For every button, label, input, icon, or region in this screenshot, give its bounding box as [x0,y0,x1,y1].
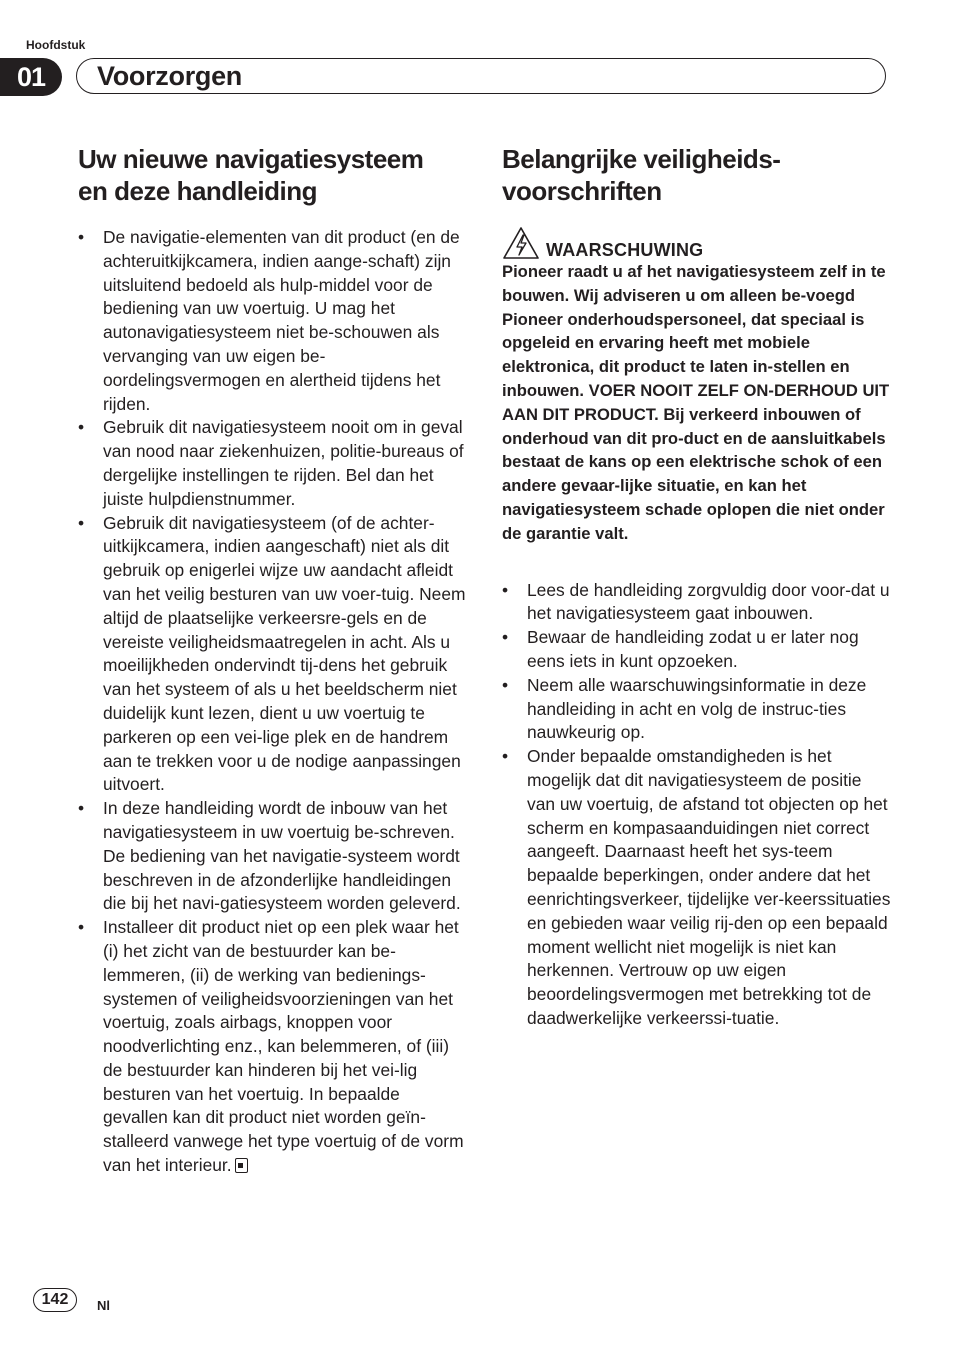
list-item [78,226,468,416]
list-item [78,416,468,511]
bullet-dot: • [78,798,85,819]
list-item [78,916,468,1178]
page-number-badge: 142 [33,1288,77,1312]
list-item [78,797,468,916]
list-item-text: Bewaar de handleiding zodat u er later nog eens iets in kunt opzoeken. [527,627,859,671]
end-of-section-icon [235,1158,248,1173]
list-item [502,745,894,1031]
list-item-text: Neem alle waarschuwingsinformatie in deze handleiding in acht en volg de instruc-ties nauwkeurig op. [527,674,867,743]
chapter-title: Voorzorgen [97,60,242,91]
left-bullet-list [78,226,468,1178]
left-section-heading [78,143,468,207]
right-heading-line-1: Belangrijke veiligheids- [502,144,781,174]
warning-text: Pioneer raadt u af het navigatiesysteem zelf in te bouwen. Wij adviseren u om alleen be-voegd Pioneer onderhoudspersoneel, dat speciaal is opgeleid en ervaring heeft met mobiele elektronica, dit product te laten in-stellen en inbouwen. VOER NOOIT ZELF ON-DERHOUD UIT AAN DIT PRODUCT. Bij verkeerd inbouwen of onderhoud van dit pro-duct en de aansluitkabels bestaat de kans op een elektrische schok of een andere gevaar-lijke situatie, en kan het navigatiesysteem schade oplopen die niet onder de garantie valt. [502,262,890,543]
chapter-title-bar [76,58,886,94]
left-column [78,143,468,1178]
bullet-dot: • [78,417,85,438]
right-column [502,143,894,1031]
list-item [78,512,468,798]
bullet-dot: • [78,227,85,247]
bullet-dot: • [78,512,85,533]
bullet-dot: • [502,627,509,648]
list-item [502,674,894,745]
list-item-text: Lees de handleiding zorgvuldig door voor-dat u het navigatiesysteem gaat inbouwen. [527,579,890,624]
left-heading-line-2: en deze handleiding [78,176,317,206]
list-item [502,579,894,627]
bullet-dot: • [502,674,509,695]
left-heading-line-1: Uw nieuwe navigatiesysteem [78,144,424,174]
right-section-heading [502,143,894,207]
list-item-text: Gebruik dit navigatiesysteem nooit om in geval van nood naar ziekenhuizen, politie-bureaus of dergelijke instellingen te rijden. Bel dan het juiste hulpdienstnummer. [103,417,464,509]
right-heading-line-2: voorschriften [502,176,662,206]
warning-title: WAARSCHUWING [546,240,704,260]
language-code: Nl [97,1298,110,1313]
list-item-text: Installeer dit product niet op een plek waar het (i) het zicht van de bestuurder kan be-lemmeren, (ii) de werking van bedienings-systemen of veiligheidsvoorzieningen van het voertuig, zoals airbags, knoppen voor noodverlichting enz., kan belemmeren, of (iii) de bestuurder kan hinderen bij het vei-lig besturen van het voertuig. In bepaalde gevallen kan dit product niet worden geïn-stalleerd vanwege het type voertuig of de vorm van het interieur. [103,917,464,1176]
list-item-text: De navigatie-elementen van dit product (en de achteruitkijkcamera, indien aange-schaft) zijn uitsluitend bedoeld als hulp-middel voor de bediening van uw voertuig. U mag het autonavigatiesysteem niet be-schouwen als vervanging van uw eigen be-oordelingsvermogen en alertheid tijdens het rijden. [103,227,460,414]
list-item-text: Onder bepaalde omstandigheden is het mogelijk dat dit navigatiesysteem de positie van uw voertuig, de afstand tot objecten op het scherm en kompasaanduidingen niet correct aangeeft. Daarnaast heeft het sys-teem bepaalde beperkingen, onder andere dat het eenrichtingsverkeer, tijdelijke ver-keerssituaties en gebieden waar veilig rij-den op een bepaald moment wellicht niet mogelijk is niet kan herkennen. Vertrouw op uw eigen beoordelingsvermogen met betrekking tot de daadwerkelijke verkeerssi-tuatie. [527,746,891,1028]
list-item-text: In deze handleiding wordt de inbouw van het navigatiesysteem in uw voertuig be-schreven. De bediening van het navigatie-systeem wordt beschreven in de afzonderlijke handleidingen die bij het navi-gatiesysteem worden geleverd. [103,798,461,914]
list-item [502,626,894,674]
right-bullet-list [502,579,894,1031]
list-item-text: Gebruik dit navigatiesysteem (of de achter-uitkijkcamera, indien aangeschaft) niet als dit gebruik op enigerlei wijze uw aandacht afleidt van het veilig besturen van uw voer-tuig. Neem altijd de plaatselijke verkeersre-gels en de vereiste veiligheidsmaatregelen in acht. Als u moeilijkheden ondervindt tij-dens het gebruik van het systeem of als u het beeldscherm niet duidelijk kunt lezen, dient u uw voertuig te parkeren op een vei-lige plek en de handrem aan te trekken voor u de nodige aanpassingen uitvoert. [103,512,466,795]
chapter-number-badge: 01 [0,58,62,96]
warning-triangle-lightning-icon [502,226,540,260]
warning-header [502,224,894,260]
chapter-label: Hoofdstuk [26,38,86,52]
bullet-dot: • [78,917,85,938]
bullet-dot: • [502,579,509,600]
bullet-dot: • [502,746,509,767]
